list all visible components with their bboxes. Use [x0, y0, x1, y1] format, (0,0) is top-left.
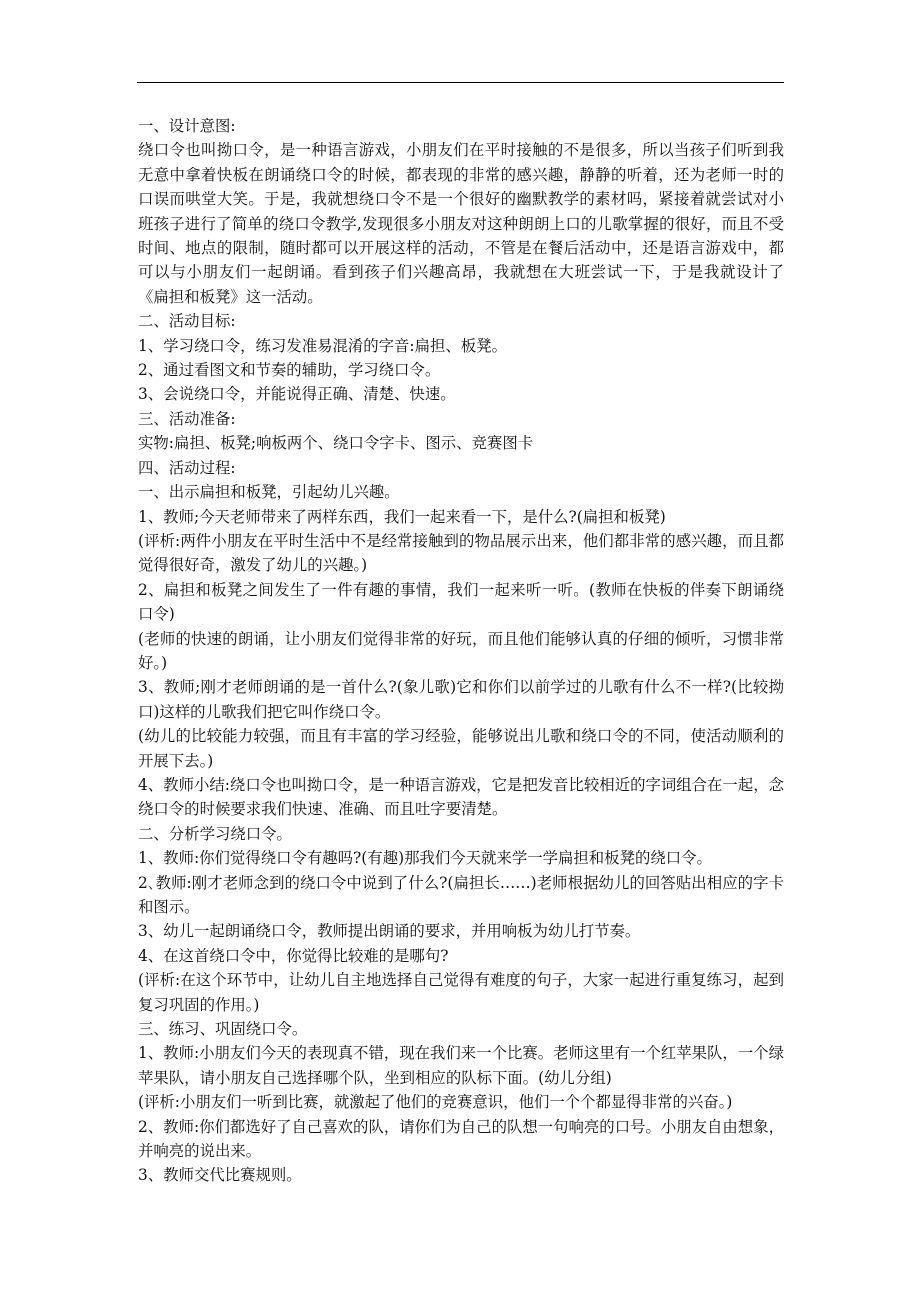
list-item-step: 4、在这首绕口令中，你觉得比较难的是哪句?: [138, 946, 449, 965]
commentary-note: (老师的快速的朗诵，让小朋友们觉得非常的好玩，而且他们能够认真的仔细的倾听，习惯非常好。): [138, 629, 784, 672]
commentary-note: (幼儿的比较能力较强，而且有丰富的学习经验，能够说出儿歌和绕口令的不同，使活动顺利的开展下去。): [138, 727, 784, 770]
list-item-objective-1: 1、学习绕口令，练习发准易混淆的字音:扁担、板凳。: [138, 336, 507, 355]
section-heading-objectives: 二、活动目标:: [138, 312, 236, 331]
section-heading-design-intent: 一、设计意图:: [138, 117, 236, 135]
list-item-step: 2、教师:你们都选好了自己喜欢的队，请你们为自己的队想一句响亮的口号。小朋友自由想象，并响亮的说出来。: [138, 1117, 784, 1161]
commentary-note: (评析:小朋友们一听到比赛，就激起了他们的竞赛意识，他们一个个都显得非常的兴奋。): [138, 1093, 733, 1112]
commentary-note: (评析:在这个环节中，让幼儿自主地选择自己觉得有难度的句子，大家一起进行重复练习，起到复习巩固的作用。): [138, 971, 784, 1014]
subsection-heading-practice: 三、练习、巩固绕口令。: [138, 1020, 308, 1039]
list-item-step: 4、教师小结:绕口令也叫拗口令，是一种语言游戏，它是把发音比较相近的字词组合在一起，念绕口令的时候要求我们快速、准确、而且吐字要清楚。: [138, 775, 784, 819]
paragraph-materials: 实物:扁担、板凳;响板两个、绕口令字卡、图示、竞赛图卡: [138, 434, 534, 453]
paragraph-design-intent: 绕口令也叫拗口令，是一种语言游戏，小朋友们在平时接触的不是很多，所以当孩子们听到我无意中拿着快板在朗诵绕口令的时候，都表现的非常的感兴趣，静静的听着，还为老师一时的口误而哄堂大笑。于是，我就想绕口令不是一个很好的幽默教学的素材吗，紧接着就尝试对小班孩子进行了简单的绕口令教学,发现很多小朋友对这种朗朗上口的儿歌掌握的很好，而且不受时间、地点的限制，随时都可以开展这样的活动，不管是在餐后活动中，还是语言游戏中，都可以与小朋友们一起朗诵。看到孩子们兴趣高昂，我就想在大班尝试一下，于是我就设计了《扁担和板凳》这一活动。: [138, 141, 784, 306]
section-heading-process: 四、活动过程:: [138, 458, 236, 477]
section-heading-preparation: 三、活动准备:: [138, 409, 236, 428]
list-item-step: 3、教师交代比赛规则。: [138, 1166, 302, 1185]
commentary-note: (评析:两件小朋友在平时生活中不是经常接触到的物品展示出来，他们都非常的感兴趣，而且都觉得很好奇，激发了幼儿的兴趣。): [138, 531, 784, 575]
list-item-step: 2､教师:刚才老师念到的绕口令中说到了什么?(扁担长……)老师根据幼儿的回答贴出相应的字卡和图示。: [138, 873, 784, 916]
list-item-step: 1、教师;今天老师带来了两样东西，我们一起来看一下，是什么?(扁担和板凳): [138, 507, 666, 526]
header-rule: [137, 82, 784, 83]
list-item-objective-3: 3、会说绕口令，并能说得正确、清楚、快速。: [138, 385, 456, 404]
document-body: [138, 114, 784, 1188]
list-item-step: 3、幼儿一起朗诵绕口令，教师提出朗诵的要求，并用响板为幼儿打节奏。: [138, 922, 641, 941]
subsection-heading-introduce: 一、出示扁担和板凳，引起幼儿兴趣。: [138, 483, 400, 502]
list-item-step: 1、教师:你们觉得绕口令有趣吗?(有趣)那我们今天就来学一学扁担和板凳的绕口令。: [138, 849, 712, 868]
list-item-step: 1、教师:小朋友们今天的表现真不错，现在我们来一个比赛。老师这里有一个红苹果队，一个绿苹果队，请小朋友自己选择哪个队，坐到相应的队标下面。(幼儿分组): [138, 1044, 784, 1087]
subsection-heading-analyze: 二、分析学习绕口令。: [138, 824, 292, 843]
list-item-step: 3、教师;刚才老师朗诵的是一首什么?(象儿歌)它和你们以前学过的儿歌有什么不一样?(比较拗口)这样的儿歌我们把它叫作绕口令。: [138, 678, 784, 721]
list-item-step: 2、扁担和板凳之间发生了一件有趣的事情，我们一起来听一听。(教师在快板的伴奏下朗诵绕口令): [138, 580, 784, 624]
list-item-objective-2: 2、通过看图文和节奏的辅助，学习绕口令。: [138, 361, 441, 380]
